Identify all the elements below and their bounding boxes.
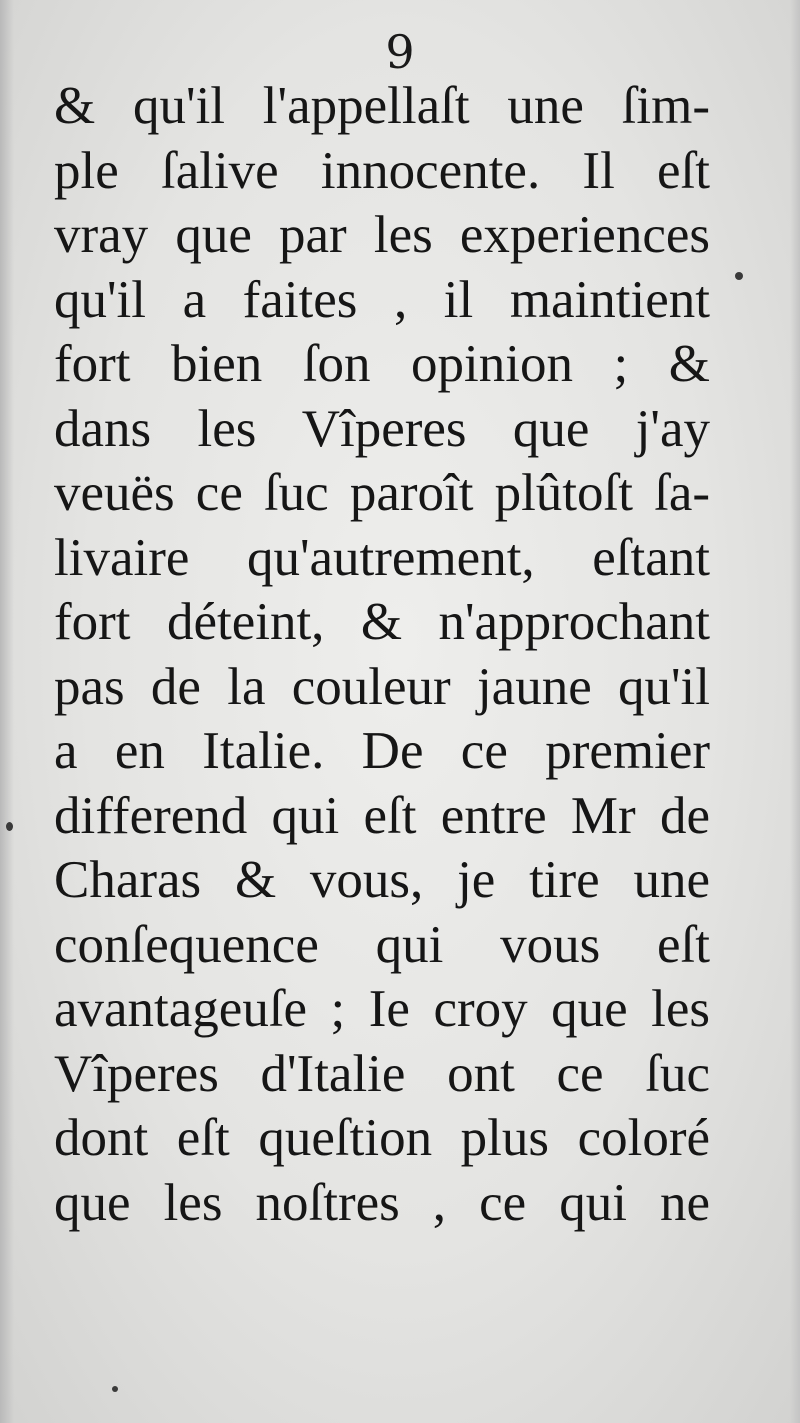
text-line: livaire qu'autrement, eſtant [54,528,710,587]
text-line: Charas & vous, je tire une [54,851,710,909]
ink-speck [735,272,743,280]
text-line: fort déteint, & n'approchant [54,593,710,651]
text-line: veuës ce ſuc paroît plûtoſt ſa- [54,464,710,522]
text-line: pas de la couleur jaune qu'il [54,657,710,716]
text-line: avantageuſe ; Ie croy que les [54,980,710,1038]
body-text [54,74,710,1235]
text-line: & qu'il l'appellaſt une ſim- [54,77,710,135]
text-line: ple ſalive innocente. Il eſt [54,141,710,200]
text-line: dont eſt queſtion plus coloré [54,1109,710,1167]
text-line: Vîperes d'Italie ont ce ſuc [54,1044,710,1103]
text-line: qu'il a faites , il maintient [54,270,710,329]
text-line: fort bien ſon opinion ; & [54,335,710,393]
text-line: vray que par les experiences [54,206,710,264]
text-line: dans les Vîperes que j'ay [54,399,710,458]
ink-speck [6,822,13,831]
text-line: differend qui eſt entre Mr de [54,786,710,845]
page-number: 9 [385,25,415,79]
text-line: conſequence qui vous eſt [54,915,710,974]
page-edge-left [0,0,14,1423]
ink-speck [112,1386,118,1392]
text-line: a en Italie. De ce premier [54,722,710,780]
page-edge-right [790,0,800,1423]
text-line: que les noſtres , ce qui ne [54,1173,710,1232]
